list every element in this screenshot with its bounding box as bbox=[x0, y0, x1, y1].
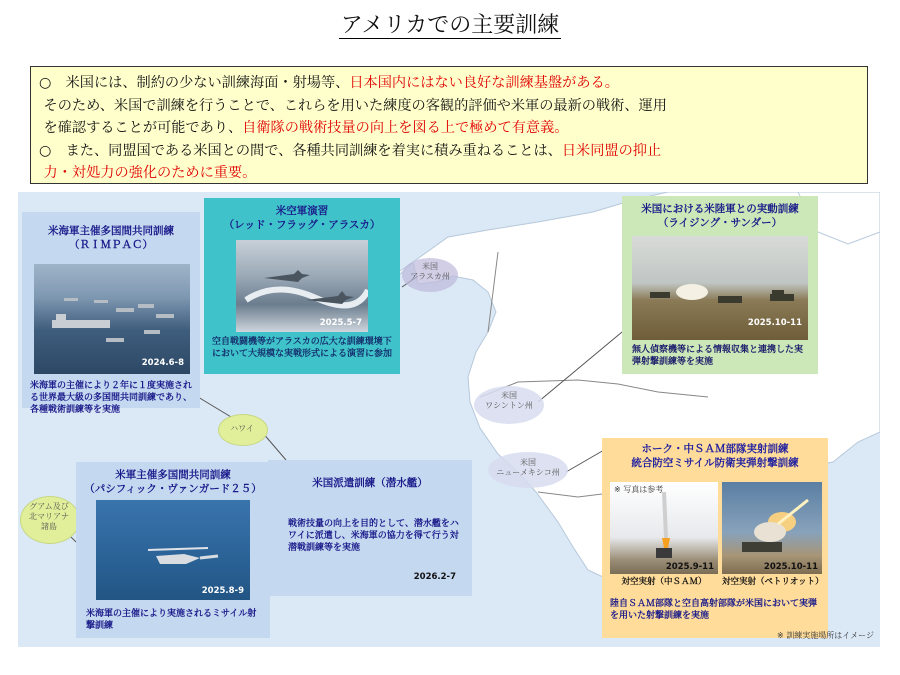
panel-rimpac bbox=[22, 212, 200, 415]
panel-submarine bbox=[268, 460, 472, 596]
page-title: アメリカでの主要訓練 bbox=[340, 13, 560, 38]
panel-rising-thunder-title: 米国における米陸軍との実動訓練 （ライジング・サンダー） bbox=[641, 203, 799, 229]
summary-line-4: ○ また、同盟国である米国との間で、各種共同訓練を着実に積み重ねることは、日米同盟の抑止 bbox=[39, 142, 662, 159]
summary-line-5: 力・対処力の強化のために重要。 bbox=[43, 165, 257, 181]
panel-submarine-title: 米国派遣訓練（潜水艦） bbox=[312, 477, 428, 489]
summary-line-1: ○ 米国には、制約の少ない訓練海面・射場等、日本国内にはない良好な訓練基盤がある。 bbox=[39, 75, 619, 91]
missile-launch-illustration-2 bbox=[722, 482, 822, 574]
panel-redflag-title: 米空軍演習 （レッド・フラッグ・アラスカ） bbox=[223, 205, 381, 231]
panel-pacific-vanguard bbox=[76, 462, 270, 638]
redflag-photo bbox=[236, 240, 368, 332]
panel-rimpac-title: 米海軍主催多国間共同訓練 （ＲＩＭＰＡＣ） bbox=[48, 225, 174, 251]
redflag-date: 2025.5-7 bbox=[319, 318, 362, 328]
submarine-description: 戦術技量の向上を目的として、潜水艦をハワイに派遣し、米海軍の協力を得て行う対潜戦訓練等を実施 bbox=[288, 519, 459, 553]
summary-line-3: を確認することが可能であり、自衛隊の戦術技量の向上を図る上で極めて有意義。 bbox=[43, 120, 569, 136]
panel-pacific-vanguard-title: 米軍主催多国間共同訓練 （パシフィック・ヴァンガード２５） bbox=[84, 469, 262, 495]
rising-thunder-description: 無人偵察機等による情報収集と連携した実弾射撃訓練等を実施 bbox=[632, 345, 804, 367]
missile-launch-illustration-1 bbox=[610, 482, 718, 574]
pacific-vanguard-photo bbox=[96, 500, 250, 600]
region-hawaii: ハワイ bbox=[230, 424, 254, 433]
region-washington: 米国 ワシントン州 bbox=[485, 391, 533, 410]
rimpac-photo bbox=[34, 264, 190, 374]
rising-thunder-date: 2025.10-11 bbox=[747, 318, 802, 328]
summary-line-2: そのため、米国で訓練を行うことで、これらを用いた練度の客観的評価や米軍の最新の戦術、運用 bbox=[43, 97, 667, 114]
pacific-vanguard-date: 2025.8-9 bbox=[201, 586, 244, 596]
sam-photo-1 bbox=[610, 482, 718, 574]
photo-reference-note: ※ 写真は参考 bbox=[614, 485, 664, 494]
helicopter-illustration bbox=[96, 500, 250, 600]
panel-rising-thunder bbox=[622, 196, 818, 374]
panel-sam bbox=[602, 438, 828, 638]
region-newmexico: 米国 ニューメキシコ州 bbox=[496, 458, 560, 477]
pacific-vanguard-description: 米海軍の主催により実施されるミサイル射撃訓練 bbox=[86, 609, 257, 631]
panel-sam-title: ホーク・中ＳＡＭ部隊実射訓練 統合防空ミサイル防衛実弾射撃訓練 bbox=[631, 443, 799, 469]
region-alaska: 米国 アラスカ州 bbox=[410, 262, 450, 281]
region-guam: グアム及び 北マリアナ 諸島 bbox=[29, 502, 69, 531]
submarine-date: 2026.2-7 bbox=[413, 572, 456, 582]
sam-date-2: 2025.10-11 bbox=[763, 562, 818, 572]
rimpac-date: 2024.6-8 bbox=[141, 358, 184, 368]
sam-description: 陸自ＳＡＭ部隊と空自高射部隊が米国において実弾を用いた射撃訓練を実施 bbox=[610, 599, 818, 621]
rising-thunder-photo bbox=[632, 236, 808, 340]
sam-photo-2 bbox=[722, 482, 822, 574]
rimpac-description: 米海軍の主催により２年に１度実施される世界最大級の多国間共同訓練であり、各種戦術訓練等を実施 bbox=[30, 381, 193, 415]
sam-date-1: 2025.9-11 bbox=[665, 562, 714, 572]
sam-caption-2: 対空実射（ペトリオット） bbox=[722, 577, 824, 587]
sam-caption-1: 対空実射（中ＳＡＭ） bbox=[621, 577, 707, 587]
redflag-description: 空自戦闘機等がアラスカの広大な訓練環境下において大規模な実戦形式による演習に参加 bbox=[212, 337, 393, 359]
training-map bbox=[18, 192, 880, 647]
summary-box bbox=[30, 66, 868, 184]
location-footnote: ※ 訓練実施場所はイメージ bbox=[776, 631, 874, 640]
panel-redflag bbox=[204, 198, 400, 374]
